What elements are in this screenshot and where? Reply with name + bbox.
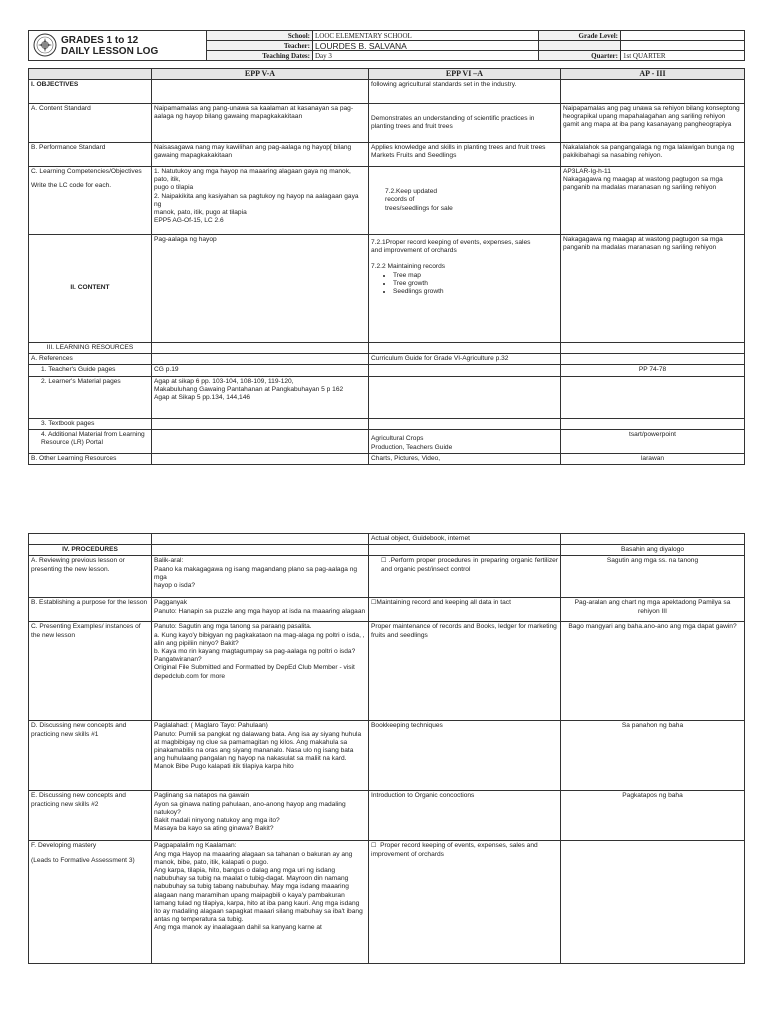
content-standard-label: A. Content Standard	[29, 104, 152, 143]
objectives-epp5	[152, 80, 369, 104]
tg-pages-ap: PP 74-78	[561, 365, 745, 376]
list-item: • Seedlings growth	[393, 288, 558, 296]
lm-pages-epp5: Agap at sikap 6 pp. 103-104, 108-109, 119-120, Makabuluhang Gawaing Pantahanan at Pangkabuhayan 5 p 162 Agap at Sikap 5 pp.134, 144,146	[152, 376, 369, 418]
grade-label: Grade Level:	[539, 31, 621, 41]
performance-standard-label: B. Performance Standard	[29, 143, 152, 167]
competencies-label	[29, 167, 152, 235]
school-value: LOOC ELEMENTARY SCHOOL	[313, 31, 539, 41]
empty-label	[539, 41, 621, 51]
dates-label: Teaching Dates:	[207, 51, 313, 61]
top-epp6: Actual object, Guidebook, internet	[369, 534, 561, 545]
examples-label: C. Presenting Examples/ instances of the new lesson	[29, 622, 152, 721]
quarter-value: 1st QUARTER	[621, 51, 745, 61]
review-ap: Sagutin ang mga ss. na tanong	[561, 556, 745, 598]
tg-pages-epp5: CG p.19	[152, 365, 369, 376]
purpose-ap: Pag-aralan ang chart ng mga apektadong Pamilya sa rehiyon III	[561, 598, 745, 622]
learning-resources-label: III. LEARNING RESOURCES	[29, 343, 152, 354]
procedures-ap: Basahin ang diyalogo	[561, 545, 745, 556]
examples-epp5: Panuto: Sagutin ang mga tanong sa paraang pasalita. a. Kung kayo'y bibigyan ng pagkakataon na mag-alaga ng poltri o isda, , alin ang pipiliin ninyo? Bakit? b. Kaya mo rin kayang magtagumpay sa pag-aalaga ng poltri o isda? Pangatwiranan? Original File Submitted and Formatted by DepEd Club Member - visit depedclub.com for more	[152, 622, 369, 721]
procedures-label: IV. PROCEDURES	[29, 545, 152, 556]
purpose-epp6-text: Maintaining record and keeping all data in tact	[376, 599, 511, 607]
col-blank	[29, 69, 152, 80]
review-epp5: Balik-aral: Paano ka makagagawa ng isang magandang plano sa pag-aalaga ng mga hayop o isda?	[152, 556, 369, 598]
competencies-sublabel: Write the LC code for each.	[31, 182, 112, 190]
header-table	[28, 30, 745, 61]
discuss2-epp6: Introduction to Organic concoctions	[369, 791, 561, 841]
competencies-epp6: 7.2.Keep updated records of trees/seedlings for sale	[369, 167, 561, 235]
examples-epp6: Proper maintenance of records and Books, ledger for marketing fruits and seedlings	[369, 622, 561, 721]
review-label: A. Reviewing previous lesson or presenting the new lesson.	[29, 556, 152, 598]
dates-value: Day 3	[313, 51, 539, 61]
mastery-label	[29, 841, 152, 964]
discuss2-label: E. Discussing new concepts and practicing new skills #2	[29, 791, 152, 841]
competencies-ap: AP3LAR-Ig-h-11 Nakagagawa ng maagap at wastong pagtugon sa mga panganib na madalas maranasan ng sariling rehiyon	[561, 167, 745, 235]
mastery-epp6-text: Proper record keeping of events, expenses, sales and improvement of orchards	[371, 842, 538, 858]
mastery-sublabel: (Leads to Formative Assessment 3)	[31, 856, 135, 864]
checkbox-icon: ☐	[371, 600, 377, 607]
tg-pages-label: 1. Teacher's Guide pages	[29, 365, 152, 376]
content-standard-epp6: Demonstrates an understanding of scientific practices in planting trees and fruit trees	[369, 104, 561, 143]
col-epp6: EPP VI –A	[369, 69, 561, 80]
dll-title	[29, 31, 207, 61]
mastery-title: F. Developing mastery	[31, 842, 97, 850]
content-epp6-a: 7.2.1Proper record keeping of events, expenses, sales and improvement of orchards	[371, 239, 531, 255]
school-label: School:	[207, 31, 313, 41]
discuss1-epp5: Paglalahad: ( Maglaro Tayo: Pahulaan) Panuto: Pumili sa pangkat ng dalawang bata. Ang isa ay siyang huhula at magbibigay ng clue sa pamamagitan ng kilos. Ang makahula sa pinakamabilis na oras ang siyang mananalo. Nasa ulo ng isang bata ang huhulaang pangalan ng hayop na nakasulat sa maliit na kard. Manok Bibe Pugo kalapati itik tilapiya karpa hito	[152, 721, 369, 791]
lesson-table-page2	[28, 533, 745, 964]
content-standard-ap: Naipapamalas ang pag unawa sa rehiyon bilang konseptong heograpikal upang mapahalagahan ang sariling rehiyon gamit ang mapa at iba pang kasanayang pangheograpiya	[561, 104, 745, 143]
textbook-label: 3. Textbook pages	[29, 418, 152, 429]
examples-ap: Bago mangyari ang baha.ano-ano ang mga dapat gawin?	[561, 622, 745, 721]
content-epp6-list	[371, 272, 558, 297]
references-label: A. References	[29, 354, 152, 365]
mastery-epp5: Pagpapalalim ng Kaalaman: Ang mga Hayop na maaaring alagaan sa tahanan o bakuran ay ang manok, bibe, pato, itik, kalapati o pugo. Ang karpa, tilapia, hito, bangus o dalag ang mga uri ng isdang nabubuhay sa tubig na maalat o tubig-dagat. Mayroon din namang nabubuhay sa tubig tabang nabubuhay. May mga isdang maaaring alagaan nang maramihan upang maipagbili o kaya'y pambakuran lamang tulad ng tilapiya, karpa, hito at iba pang kauri. Ang mga isdang ito ay madaling alagaan sapagkat maaari silang mabuhay sa iba't ibang antas ng temperatura sa tubig. Ang mga manok ay inaalagaan dahil sa kanyang karne at	[152, 841, 369, 964]
objectives-epp6: following agricultural standards set in the industry.	[369, 80, 561, 104]
content-standard-epp5: Naipamamalas ang pang-unawa sa kaalaman at kasanayan sa pag-aalaga ng hayop bilang gawaing mapagkakakitaan	[152, 104, 369, 143]
title-line2: DAILY LESSON LOG	[61, 45, 159, 57]
discuss2-ap: Pagkatapos ng baha	[561, 791, 745, 841]
discuss1-label: D. Discussing new concepts and practicing new skills #1	[29, 721, 152, 791]
discuss2-epp5: Paglinang sa natapos na gawain Ayon sa ginawa nating pahulaan, ano-anong hayop ang madaling natukoy? Bakit madali ninyong natukoy ang mga ito? Masaya ba kayo sa ating ginawa? Bakit?	[152, 791, 369, 841]
checkbox-icon: ☐	[371, 843, 377, 850]
list-item: • Tree growth	[393, 280, 558, 288]
quarter-label: Quarter:	[539, 51, 621, 61]
content-epp6-b: 7.2.2 Maintaining records	[371, 263, 446, 271]
additional-epp6: Agricultural Crops Production, Teachers Guide	[369, 429, 561, 453]
performance-standard-epp6: Applies knowledge and skills in planting trees and fruit trees Markets Fruits and Seedlings	[369, 143, 561, 167]
content-epp6	[369, 235, 561, 343]
purpose-epp5: Pagganyak Panuto: Hanapin sa puzzle ang mga hayop at isda na maaaring alagaan	[152, 598, 369, 622]
col-ap: AP - III	[561, 69, 745, 80]
other-resources-ap: larawan	[561, 453, 745, 464]
performance-standard-ap: Nakalalahok sa pangangalaga ng mga lalawigan bunga ng pakikibahagi sa nasabing rehiyon.	[561, 143, 745, 167]
grade-value	[621, 31, 745, 41]
objectives-label: I. OBJECTIVES	[29, 80, 152, 104]
competencies-title: C. Learning Competencies/Objectives	[31, 168, 142, 175]
deped-seal-icon	[33, 33, 57, 57]
col-epp5: EPP V-A	[152, 69, 369, 80]
teacher-value: LOURDES B. SALVANA	[313, 41, 539, 51]
performance-standard-epp5: Naisasagawa nang may kawilihan ang pag-aalaga ng hayop[ bilang gawaing mapagkakakitaan	[152, 143, 369, 167]
additional-label: 4. Additional Material from Learning Resource (LR) Portal	[29, 429, 152, 453]
competencies-epp5: 1. Natutukoy ang mga hayop na maaaring alagaan gaya ng manok, pato, itik, pugo o tilapia 2. Naipakikita ang kasiyahan sa pagtukoy ng hayop na aalagaan gaya ng manok, pato, itik, pugo at tilapia EPP5 AG-Of-15, LC 2.6	[152, 167, 369, 235]
list-item: • Tree map	[393, 272, 558, 280]
mastery-epp6	[369, 841, 561, 964]
objectives-ap	[561, 80, 745, 104]
empty-value	[621, 41, 745, 51]
review-epp6	[369, 556, 561, 598]
content-label: II. CONTENT	[29, 235, 152, 343]
lesson-table-page1	[28, 68, 745, 465]
other-resources-label: B. Other Learning Resources	[29, 453, 152, 464]
content-epp5: Pag-aalaga ng hayop	[152, 235, 369, 343]
additional-ap: tsart/powerpoint	[561, 429, 745, 453]
discuss1-ap: Sa panahon ng baha	[561, 721, 745, 791]
purpose-label: B. Establishing a purpose for the lesson	[29, 598, 152, 622]
purpose-epp6	[369, 598, 561, 622]
checkbox-icon: ☐	[381, 558, 387, 565]
lm-pages-label: 2. Learner's Material pages	[29, 376, 152, 418]
title-line1: GRADES 1 to 12	[61, 34, 139, 46]
references-epp6: Curriculum Guide for Grade VI-Agriculture p.32	[369, 354, 561, 365]
teacher-label: Teacher:	[207, 41, 313, 51]
content-ap: Nakagagawa ng maagap at wastong pagtugon sa mga panganib na madalas maranasan ng sariling rehiyon	[561, 235, 745, 343]
discuss1-epp6: Bookkeeping techniques	[369, 721, 561, 791]
other-resources-epp6: Charts, Pictures, Video,	[369, 453, 561, 464]
review-epp6-text: .Perform proper procedures in preparing organic fertilizer and organic pest/insect control	[381, 557, 558, 573]
